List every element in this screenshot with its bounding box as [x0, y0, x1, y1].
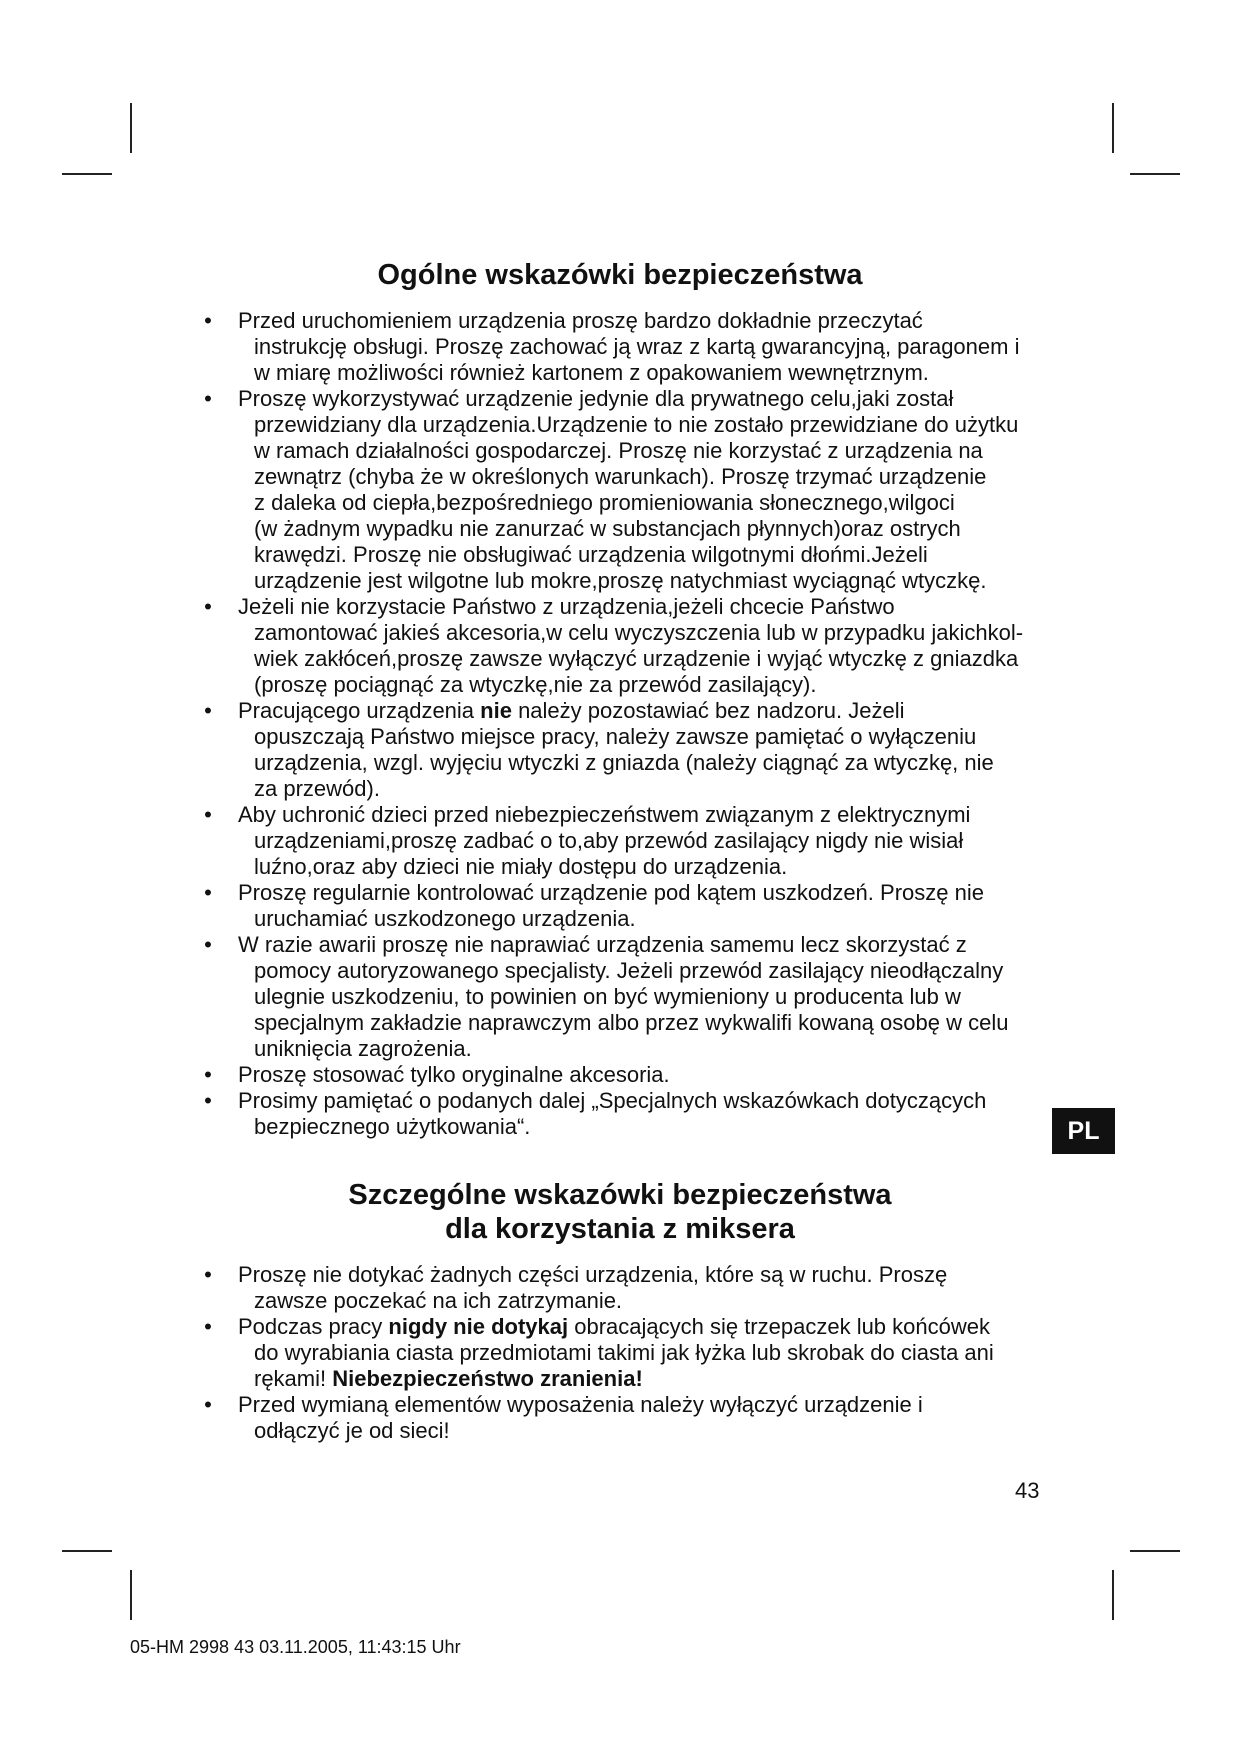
list-item [200, 1062, 1060, 1088]
text-segment: (proszę pociągnąć za wtyczkę,nie za przewód zasilający). [254, 672, 817, 697]
list-item [200, 1262, 1060, 1314]
list-item [200, 1088, 1060, 1140]
text-segment: Podczas pracy [238, 1314, 389, 1339]
text-line [238, 1366, 1060, 1392]
text-segment: Proszę nie dotykać żadnych części urządzenia, które są w ruchu. Proszę [238, 1262, 948, 1287]
mixer-safety-heading-line-2: dla korzystania z miksera [445, 1213, 795, 1245]
text-line [238, 802, 1060, 828]
text-line [238, 1088, 1060, 1114]
crop-mark-top-left-vertical [130, 103, 132, 153]
crop-mark-top-left-horizontal [62, 173, 112, 175]
list-item [200, 932, 1060, 1062]
text-line [238, 1340, 1060, 1366]
text-line [238, 308, 1060, 334]
text-segment: urządzeniami,proszę zadbać o to,aby przewód zasilający nigdy nie wisiał [254, 828, 964, 853]
list-item [200, 594, 1060, 698]
crop-mark-bottom-left-horizontal [62, 1550, 112, 1552]
text-line [238, 1010, 1060, 1036]
text-segment: Jeżeli nie korzystacie Państwo z urządzenia,jeżeli chcecie Państwo [238, 594, 895, 619]
text-line [238, 412, 1060, 438]
text-line [238, 360, 1060, 386]
text-segment: obracających się trzepaczek lub końcówek [568, 1314, 990, 1339]
text-segment: W razie awarii proszę nie naprawiać urządzenia samemu lecz skorzystać z [238, 932, 967, 957]
text-segment: Przed wymianą elementów wyposażenia należy wyłączyć urządzenie i [238, 1392, 923, 1417]
text-line [238, 698, 1060, 724]
bullet: • [204, 932, 212, 957]
general-safety-list [200, 308, 1060, 1140]
text-line [238, 1288, 1060, 1314]
text-segment: Pracującego urządzenia [238, 698, 481, 723]
text-segment: urządzenia, wzgl. wyjęciu wtyczki z gniazda (należy ciągnąć za wtyczkę, nie [254, 750, 994, 775]
general-safety-heading: Ogólne wskazówki bezpieczeństwa [377, 259, 863, 291]
list-item [200, 880, 1060, 932]
list-item [200, 308, 1060, 386]
crop-mark-top-right-vertical [1112, 103, 1114, 153]
text-segment: specjalnym zakładzie naprawczym albo przez wykwalifi kowaną osobę w celu [254, 1010, 1009, 1035]
text-line [238, 464, 1060, 490]
crop-mark-top-right-horizontal [1130, 173, 1180, 175]
text-segment: należy pozostawiać bez nadzoru. Jeżeli [511, 698, 905, 723]
text-segment: zamontować jakieś akcesoria,w celu wyczyszczenia lub w przypadku jakichkol- [254, 620, 1024, 645]
page-number: 43 [1015, 1478, 1040, 1503]
text-segment: pomocy autoryzowanego specjalisty. Jeżeli przewód zasilający nieodłączalny [254, 958, 1004, 983]
text-line [238, 1418, 1060, 1444]
text-line [238, 620, 1060, 646]
text-line [238, 828, 1060, 854]
text-segment: wiek zakłóceń,proszę zawsze wyłączyć urządzenie i wyjąć wtyczkę z gniazdka [254, 646, 1019, 671]
crop-mark-bottom-right-horizontal [1130, 1550, 1180, 1552]
text-segment: do wyrabiania ciasta przedmiotami takimi jak łyżka lub skrobak do ciasta ani [254, 1340, 994, 1365]
text-line [238, 542, 1060, 568]
list-item [200, 802, 1060, 880]
list-item [200, 1392, 1060, 1444]
text-line [238, 1314, 1060, 1340]
text-line [238, 958, 1060, 984]
text-segment: w ramach działalności gospodarczej. Proszę nie korzystać z urządzenia na [254, 438, 983, 463]
text-line [238, 1262, 1060, 1288]
text-segment: rękami! [254, 1366, 333, 1391]
bold-text: Niebezpieczeństwo zranienia! [332, 1366, 643, 1391]
list-item [200, 386, 1060, 594]
mixer-safety-heading [200, 1178, 1040, 1246]
bullet: • [204, 1262, 212, 1287]
mixer-safety-list [200, 1262, 1060, 1444]
text-line [238, 776, 1060, 802]
list-item [200, 1314, 1060, 1392]
language-badge: PL [1052, 1108, 1115, 1154]
crop-mark-bottom-right-vertical [1112, 1570, 1114, 1620]
bullet: • [204, 308, 212, 333]
text-segment: uniknięcia zagrożenia. [254, 1036, 472, 1061]
text-segment: odłączyć je od sieci! [254, 1418, 450, 1443]
text-segment: krawędzi. Proszę nie obsługiwać urządzenia wilgotnymi dłońmi.Jeżeli [254, 542, 928, 567]
text-line [238, 1114, 1060, 1140]
mixer-safety-heading-line-1: Szczególne wskazówki bezpieczeństwa [348, 1179, 892, 1211]
list-item [200, 698, 1060, 802]
text-line [238, 906, 1060, 932]
text-segment: Prosimy pamiętać o podanych dalej „Specjalnych wskazówkach dotyczących [238, 1088, 987, 1113]
crop-mark-bottom-left-vertical [130, 1570, 132, 1620]
bullet: • [204, 386, 212, 411]
text-segment: Proszę stosować tylko oryginalne akcesoria. [238, 1062, 670, 1087]
text-segment: zawsze poczekać na ich zatrzymanie. [254, 1288, 623, 1313]
text-line [238, 750, 1060, 776]
text-line [238, 880, 1060, 906]
bullet: • [204, 1062, 212, 1087]
text-line [238, 1062, 1060, 1088]
text-segment: za przewód). [254, 776, 380, 801]
bullet: • [204, 802, 212, 827]
text-line [238, 386, 1060, 412]
text-segment: luźno,oraz aby dzieci nie miały dostępu do urządzenia. [254, 854, 788, 879]
text-line [238, 672, 1060, 698]
text-segment: zewnątrz (chyba że w określonych warunkach). Proszę trzymać urządzenie [254, 464, 987, 489]
bullet: • [204, 1088, 212, 1113]
text-line [238, 1036, 1060, 1062]
text-segment: bezpiecznego użytkowania“. [254, 1114, 531, 1139]
bullet: • [204, 594, 212, 619]
text-line [238, 854, 1060, 880]
text-segment: z daleka od ciepła,bezpośredniego promieniowania słonecznego,wilgoci [254, 490, 955, 515]
bullet: • [204, 698, 212, 723]
text-line [238, 724, 1060, 750]
text-segment: przewidziany dla urządzenia.Urządzenie to nie zostało przewidziane do użytku [254, 412, 1019, 437]
text-segment: urządzenie jest wilgotne lub mokre,proszę natychmiast wyciągnąć wtyczkę. [254, 568, 987, 593]
text-segment: Proszę wykorzystywać urządzenie jedynie dla prywatnego celu,jaki został [238, 386, 954, 411]
text-line [238, 334, 1060, 360]
text-line [238, 438, 1060, 464]
text-segment: w miarę możliwości również kartonem z opakowaniem wewnętrznym. [254, 360, 929, 385]
text-segment: opuszczają Państwo miejsce pracy, należy zawsze pamiętać o wyłączeniu [254, 724, 977, 749]
bullet: • [204, 1392, 212, 1417]
text-line [238, 1392, 1060, 1418]
text-line [238, 646, 1060, 672]
bold-text: nigdy nie dotykaj [388, 1314, 569, 1339]
text-line [238, 516, 1060, 542]
text-segment: Aby uchronić dzieci przed niebezpieczeństwem związanym z elektrycznymi [238, 802, 971, 827]
print-footer: 05-HM 2998 43 03.11.2005, 11:43:15 Uhr [130, 1637, 461, 1657]
bullet: • [204, 1314, 212, 1339]
text-segment: (w żadnym wypadku nie zanurzać w substancjach płynnych)oraz ostrych [254, 516, 961, 541]
bold-text: nie [480, 698, 512, 723]
text-segment: instrukcję obsługi. Proszę zachować ją wraz z kartą gwarancyjną, paragonem i [254, 334, 1020, 359]
text-line [238, 594, 1060, 620]
bullet: • [204, 880, 212, 905]
text-segment: Proszę regularnie kontrolować urządzenie pod kątem uszkodzeń. Proszę nie [238, 880, 984, 905]
text-line [238, 490, 1060, 516]
text-segment: uruchamiać uszkodzonego urządzenia. [254, 906, 636, 931]
text-line [238, 984, 1060, 1010]
text-segment: Przed uruchomieniem urządzenia proszę bardzo dokładnie przeczytać [238, 308, 923, 333]
text-segment: ulegnie uszkodzeniu, to powinien on być wymieniony u producenta lub w [254, 984, 961, 1009]
text-line [238, 568, 1060, 594]
text-line [238, 932, 1060, 958]
